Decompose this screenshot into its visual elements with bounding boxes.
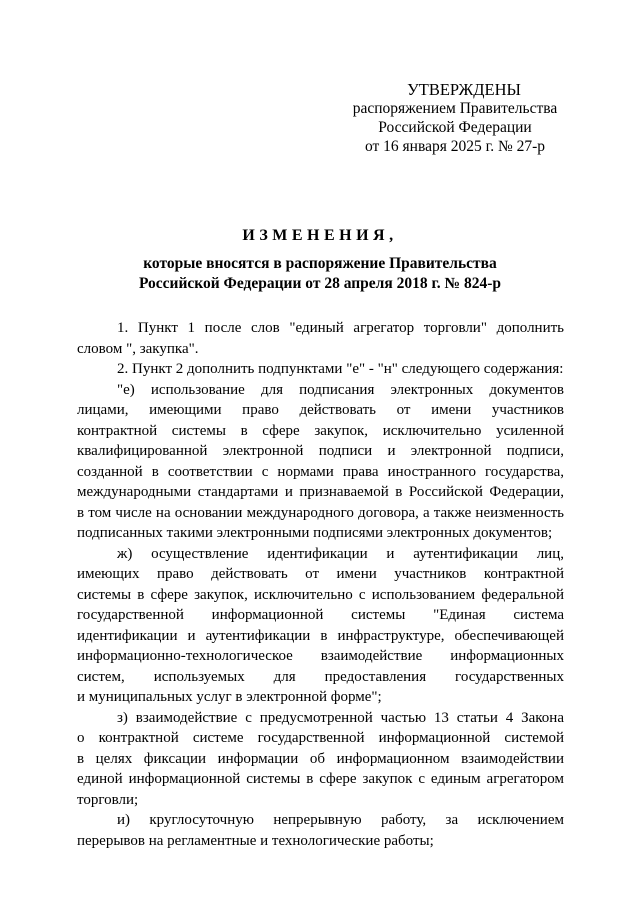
- text-line: и муниципальных услуг в электронной форме";: [77, 689, 382, 705]
- document-title: ИЗМЕНЕНИЯ,: [242, 227, 398, 244]
- text-line: в целях фиксации информации об информационном взаимодействии: [77, 750, 564, 767]
- paragraph-1: [77, 318, 564, 359]
- approval-block: [330, 80, 580, 156]
- subparagraph-i: [77, 810, 564, 851]
- approval-line: Российской Федерации: [378, 119, 532, 136]
- text-line: и) круглосуточную непрерывную работу, за исключением: [117, 812, 564, 828]
- document-subtitle: Российской Федерации от 28 апреля 2018 г. № 824-р: [138, 275, 502, 292]
- text-line: в том числе на основании международного договора, а также неизменность: [77, 504, 564, 521]
- approval-line: распоряжением Правительства: [352, 100, 558, 117]
- approval-date: от 16 января 2025 г. № 27-р: [364, 138, 546, 155]
- document-heading: [40, 226, 600, 294]
- text-line: созданной в соответствии с нормами права иностранного государства,: [77, 463, 564, 480]
- paragraph-2: [77, 359, 564, 380]
- text-line: идентификации и аутентификации в инфраструктуре, обеспечивающей: [77, 627, 564, 644]
- document-body: [77, 318, 564, 851]
- text-line: з) взаимодействие с предусмотренной частью 13 статьи 4 Закона: [117, 709, 564, 726]
- subparagraph-e: [77, 380, 564, 544]
- subparagraph-zh: [77, 544, 564, 708]
- text-line: "е) использование для подписания электронных документов: [117, 381, 564, 398]
- text-line: 1. Пункт 1 после слов "единый агрегатор торговли" дополнить: [117, 320, 564, 336]
- text-line: словом ", закупка".: [77, 340, 199, 357]
- text-line: ж) осуществление идентификации и аутентификации лиц,: [117, 545, 564, 562]
- text-line: единой информационной системы в сфере закупок с единым агрегатором: [77, 771, 564, 787]
- subparagraph-z: [77, 708, 564, 811]
- text-line: 2. Пункт 2 дополнить подпунктами "е" - "н" следующего содержания:: [117, 361, 564, 377]
- text-line: государственной информационной системы "Единая система: [77, 607, 564, 623]
- text-line: о контрактной системе государственной информационной системой: [77, 730, 564, 746]
- text-line: торговли;: [77, 791, 139, 808]
- text-line: международными стандартами и признаваемой в Российской Федерации,: [77, 484, 564, 500]
- text-line: подписанных такими электронными подписями электронных документов;: [77, 525, 553, 541]
- text-line: системы в сфере закупок, исключительно с использованием федеральной: [77, 586, 564, 603]
- text-line: контрактной системы в сфере закупок, исключительно усиленной: [77, 422, 564, 439]
- text-line: лицами, имеющими право действовать от имени участников: [77, 402, 564, 418]
- text-line: квалифицированной электронной подписи и электронной подписи,: [77, 443, 564, 459]
- text-line: имеющих право действовать от имени участников контрактной: [77, 566, 564, 582]
- text-line: систем, используемых для предоставления государственных: [77, 668, 564, 685]
- approval-title: УТВЕРЖДЕНЫ: [407, 80, 521, 99]
- text-line: информационно-технологическое взаимодействие информационных: [77, 648, 564, 664]
- document-subtitle: которые вносятся в распоряжение Правительства: [143, 255, 497, 272]
- text-line: перерывов на регламентные и технологические работы;: [77, 832, 434, 849]
